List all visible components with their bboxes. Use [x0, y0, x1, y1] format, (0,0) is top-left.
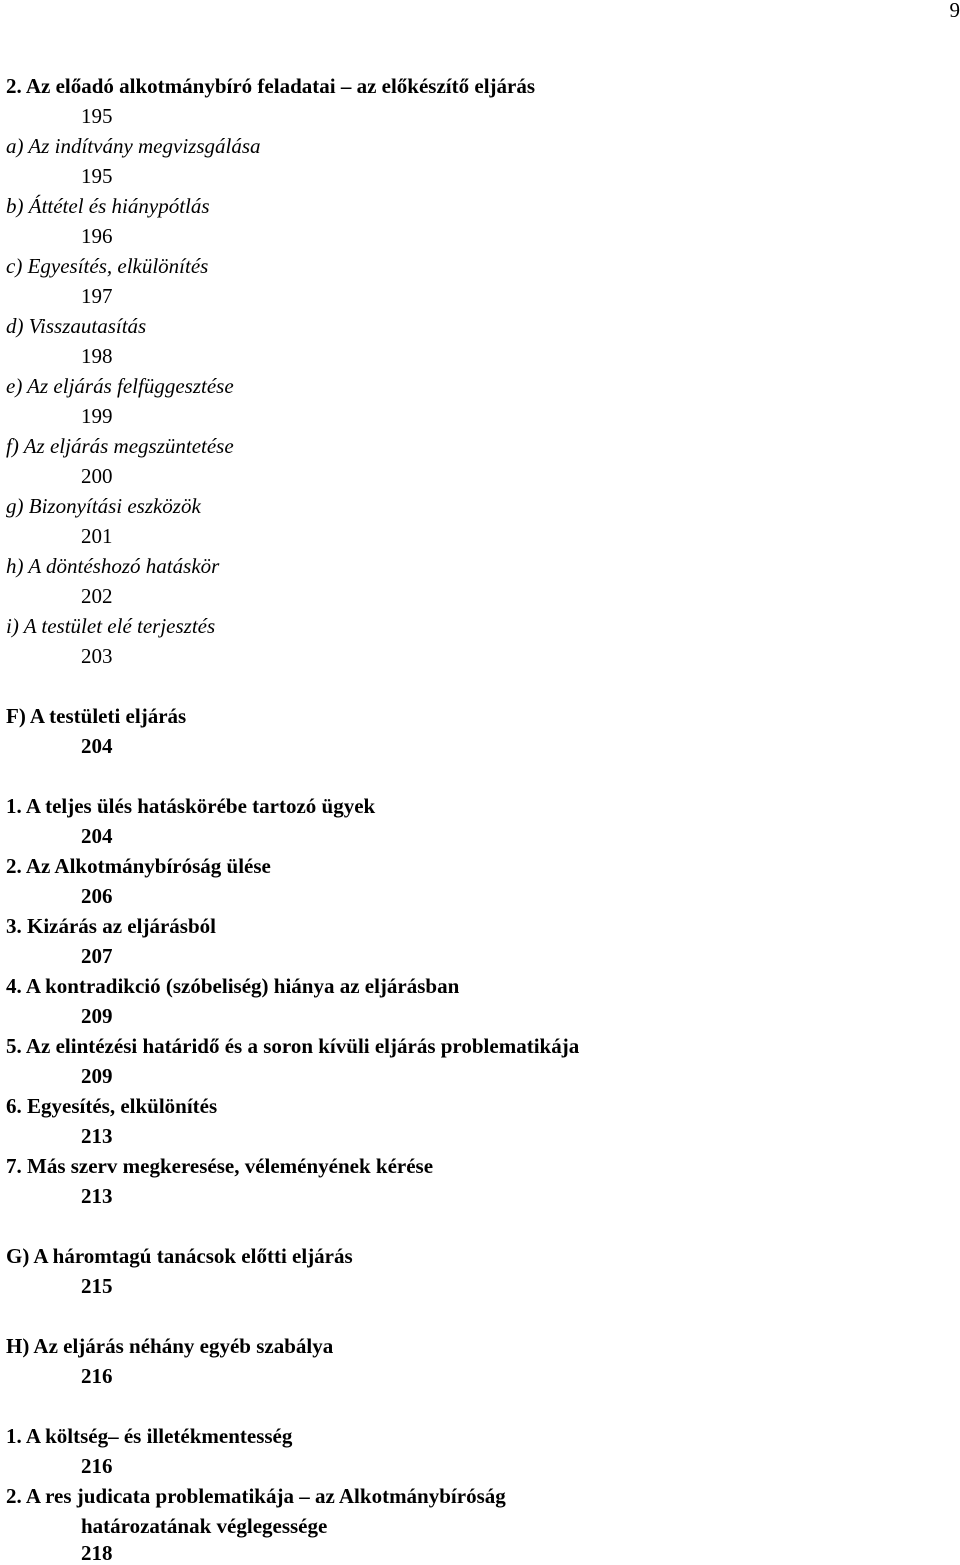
toc-entry-page: 195: [81, 104, 113, 128]
toc-entry-page: 218: [81, 1541, 113, 1565]
toc-entry-page: 199: [81, 404, 113, 428]
toc-entry-page: 197: [81, 284, 113, 308]
toc-entry-page: 196: [81, 224, 113, 248]
page-number: 9: [949, 0, 960, 22]
toc-entry-title: g) Bizonyítási eszközök: [6, 494, 201, 518]
toc-entry-title: a) Az indítvány megvizsgálása: [6, 134, 261, 158]
toc-entry-page: 201: [81, 524, 113, 548]
toc-section-page: 215: [81, 1274, 113, 1298]
toc-entry-title: 2. Az előadó alkotmánybíró feladatai – az előkészítő eljárás: [6, 74, 536, 98]
toc-entry-page: 216: [81, 1454, 113, 1478]
toc-section-page: 204: [81, 734, 113, 758]
toc-entry-page: 213: [81, 1124, 113, 1148]
toc-entry-title: 7. Más szerv megkeresése, véleményének kérése: [6, 1154, 434, 1178]
toc-entry-page: 209: [81, 1004, 113, 1028]
toc-entry-title: 6. Egyesítés, elkülönítés: [6, 1094, 218, 1118]
toc-entry-page: 206: [81, 884, 113, 908]
toc-entry-page: 204: [81, 824, 113, 848]
toc-entry-page: 202: [81, 584, 113, 608]
toc-entry-title: e) Az eljárás felfüggesztése: [6, 374, 234, 398]
toc-entry-title: d) Visszautasítás: [6, 314, 147, 338]
toc-entry-title: 1. A költség– és illetékmentesség: [6, 1424, 293, 1448]
toc-entry-title: h) A döntéshozó hatáskör: [6, 554, 220, 578]
toc-section-page: 216: [81, 1364, 113, 1388]
toc-entry-page: 213: [81, 1184, 113, 1208]
toc-entry-title: 4. A kontradikció (szóbeliség) hiánya az eljárásban: [6, 974, 460, 998]
toc-section-title: F) A testületi eljárás: [6, 704, 187, 728]
toc-entry-title-continuation: határozatának véglegessége: [81, 1514, 328, 1538]
toc-entry-page: 209: [81, 1064, 113, 1088]
toc-entry-page: 198: [81, 344, 113, 368]
toc-entry-title: b) Áttétel és hiánypótlás: [6, 194, 210, 218]
toc-entry-title: 3. Kizárás az eljárásból: [6, 914, 216, 938]
toc-entry-title: 2. A res judicata problematikája – az Alkotmánybíróság: [6, 1484, 506, 1508]
toc-entry-title: c) Egyesítés, elkülönítés: [6, 254, 209, 278]
toc-section-title: G) A háromtagú tanácsok előtti eljárás: [6, 1244, 353, 1268]
toc-entry-title: 1. A teljes ülés hatáskörébe tartozó ügyek: [6, 794, 376, 818]
toc-entry-page: 200: [81, 464, 113, 488]
toc-entry-title: f) Az eljárás megszüntetése: [6, 434, 234, 458]
toc-entry-page: 203: [81, 644, 113, 668]
toc-entry-title: 5. Az elintézési határidő és a soron kívüli eljárás problematikája: [6, 1034, 580, 1058]
toc-entry-title: 2. Az Alkotmánybíróság ülése: [6, 854, 271, 878]
toc-entry-page: 207: [81, 944, 113, 968]
toc-section-title: H) Az eljárás néhány egyéb szabálya: [6, 1334, 334, 1358]
toc-entry-title: i) A testület elé terjesztés: [6, 614, 216, 638]
toc-entry-page: 195: [81, 164, 113, 188]
